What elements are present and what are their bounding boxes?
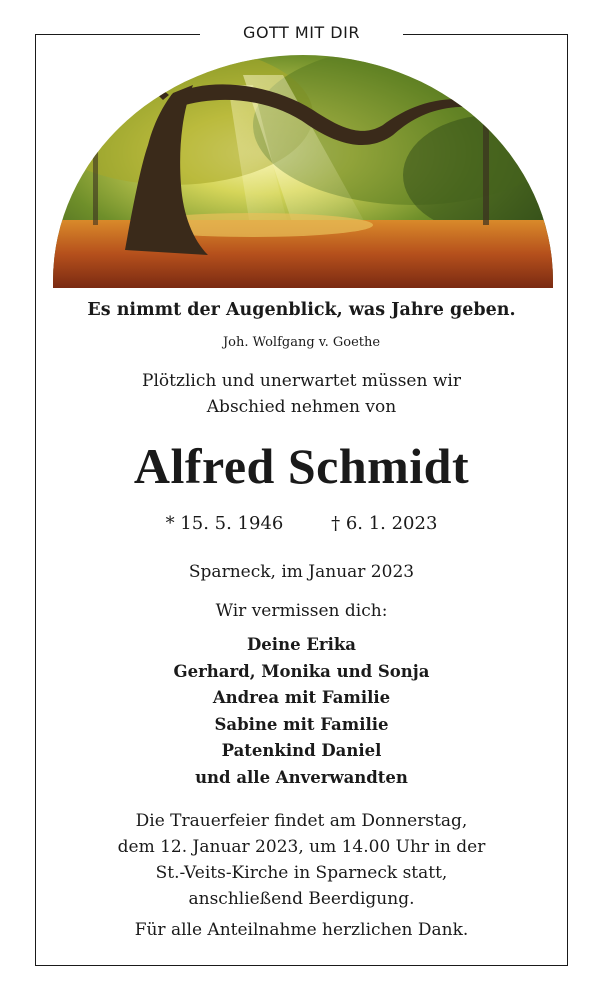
- service-line: Die Trauerfeier findet am Donnerstag,: [135, 811, 468, 831]
- mourners-list: [35, 632, 568, 791]
- life-dates: [35, 513, 568, 534]
- mourner-name: Deine Erika: [247, 635, 356, 654]
- service-line: St.-Veits-Kirche in Sparneck statt,: [155, 863, 448, 883]
- header-title: GOTT MIT DIR: [200, 20, 403, 46]
- mourner-name: Andrea mit Familie: [212, 688, 391, 707]
- place-date: Sparneck, im Januar 2023: [188, 562, 415, 582]
- mourner-name: Gerhard, Monika und Sonja: [173, 661, 430, 681]
- intro-text: [35, 368, 568, 420]
- intro-line: Plötzlich und unerwartet müssen wir: [142, 371, 461, 391]
- mourner-name: Patenkind Daniel: [221, 741, 382, 760]
- death-date: † 6. 1. 2023: [331, 513, 438, 534]
- tree-photo: [53, 55, 553, 288]
- intro-line: Abschied nehmen von: [206, 397, 397, 417]
- service-line: anschließend Beerdigung.: [188, 889, 415, 909]
- service-line: dem 12. Januar 2023, um 14.00 Uhr in der: [117, 837, 486, 857]
- mourner-name: Sabine mit Familie: [214, 714, 389, 734]
- service-info: [35, 808, 568, 912]
- deceased-name: Alfred Schmidt: [133, 438, 470, 494]
- mourner-name: und alle Anverwandten: [195, 767, 408, 787]
- mourners-heading: Wir vermissen dich:: [215, 601, 388, 621]
- thanks-text: Für alle Anteilnahme herzlichen Dank.: [134, 920, 469, 940]
- birth-date: * 15. 5. 1946: [165, 513, 284, 534]
- quote-text: Es nimmt der Augenblick, was Jahre geben.: [87, 300, 516, 320]
- quote-author: Joh. Wolfgang v. Goethe: [222, 335, 381, 350]
